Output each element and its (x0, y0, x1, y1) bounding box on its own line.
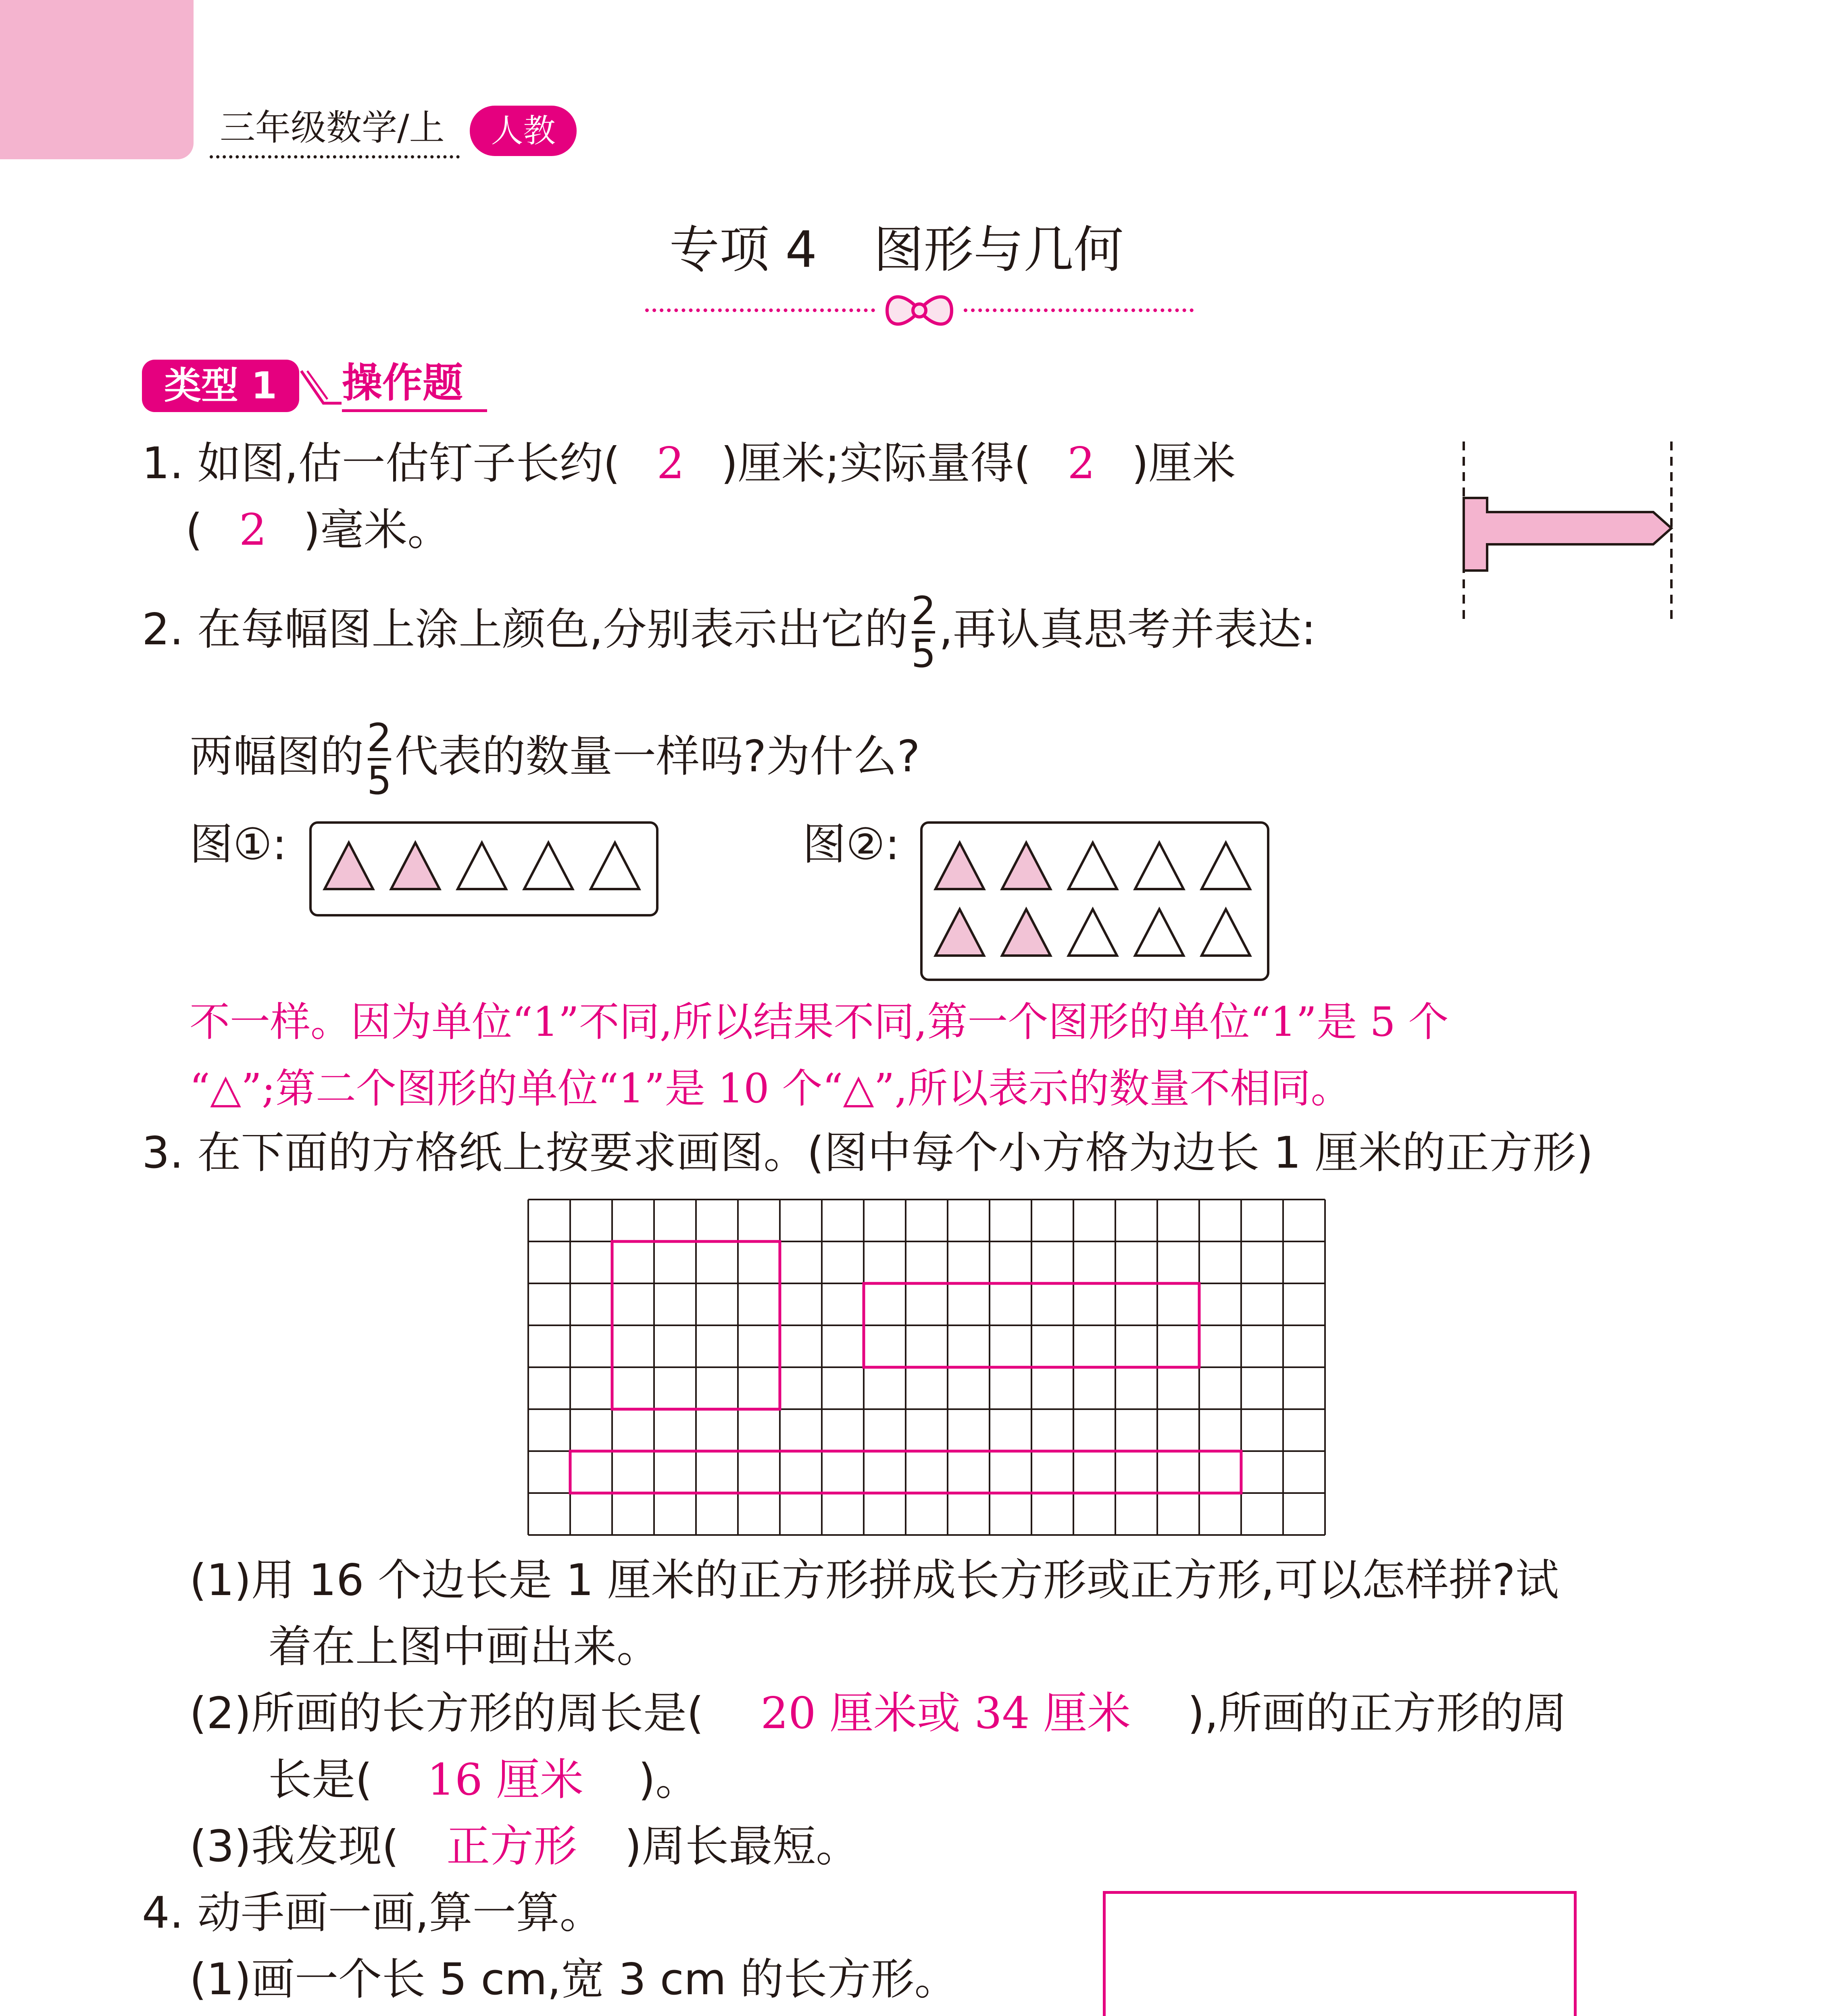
top-left-tab (0, 0, 194, 159)
title-dots-right (964, 308, 1194, 312)
q1-answer-estimate: 2 (656, 438, 685, 489)
q3-part2-line1: (2)所画的长方形的周长是( 20 厘米或 34 厘米 ),所画的正方形的周 (190, 1685, 1567, 1742)
q3-grid-paper (524, 1195, 1343, 1538)
q2-sub-fraction: 2 5 (367, 715, 392, 803)
header-dots (210, 155, 460, 158)
q3-answer-shortest: 正方形 (446, 1821, 577, 1872)
header-edition-badge: 人教 (470, 106, 577, 156)
q2-figure1 (308, 821, 659, 917)
q3-part1-line1: (1)用 16 个边长是 1 厘米的正方形拼成长方形或正方形,可以怎样拼?试 (190, 1555, 1559, 1606)
q4-part1: (1)画一个长 5 cm,宽 3 cm 的长方形。 (190, 1954, 958, 2005)
q2-figure1-label: 图①: (190, 819, 287, 870)
bow-icon (881, 288, 958, 333)
q3-answer-rect-perimeter: 20 厘米或 34 厘米 (760, 1688, 1131, 1739)
title-name: 图形与几何 (873, 221, 1124, 279)
q3-part1-line2: 着在上图中画出来。 (268, 1622, 660, 1672)
q1-answer-mm: 2 (239, 505, 267, 555)
q2-answer-line2: “△”;第二个图形的单位“1”是 10 个“△”,所以表示的数量不相同。 (190, 1065, 1351, 1112)
nail-diagram (1452, 442, 1686, 619)
q4-rectangle (1103, 1891, 1577, 2016)
title-dots-left (645, 308, 875, 312)
q4-label-width (1599, 2014, 1690, 2016)
type-tag-name: 操作题 (342, 359, 463, 406)
q2-fraction: 2 5 (911, 588, 936, 676)
q2-question: 2. 在每幅图上涂上颜色,分别表示出它的 2 5 ,再认真思考并表达: (142, 588, 1316, 676)
type-tag-badge: 类型 1 (142, 360, 299, 412)
q3-answer-square-perimeter: 16 厘米 (427, 1755, 584, 1805)
q1-line1: 1. 如图,估一估钉子长约( 2 )厘米;实际量得( 2 )厘米 (142, 435, 1236, 492)
q2-subquestion: 两幅图的 2 5 代表的数量一样吗?为什么? (190, 715, 920, 803)
page-title (669, 220, 1123, 280)
q3-question: 3. 在下面的方格纸上按要求画图。(图中每个小方格为边长 1 厘米的正方形) (142, 1128, 1594, 1178)
q3-part2-line2: 长是( 16 厘米 )。 (268, 1752, 699, 1808)
q2-answer-line1: 不一样。因为单位“1”不同,所以结果不同,第一个图形的单位“1”是 5 个 (190, 998, 1449, 1045)
q3-part3: (3)我发现( 正方形 )周长最短。 (190, 1818, 859, 1875)
q1-answer-measured-cm: 2 (1067, 438, 1095, 489)
title-topic: 专项 4 (669, 221, 817, 279)
q2-figure2-label: 图②: (802, 819, 900, 870)
q2-figure2 (919, 821, 1270, 982)
type-tag-underline (342, 409, 487, 412)
type-tag-arrow (299, 363, 344, 411)
q4-question: 4. 动手画一画,算一算。 (142, 1888, 603, 1938)
q1-line2: ( 2 )毫米。 (185, 502, 451, 558)
header-subject: 三年级数学/上 (220, 107, 445, 148)
